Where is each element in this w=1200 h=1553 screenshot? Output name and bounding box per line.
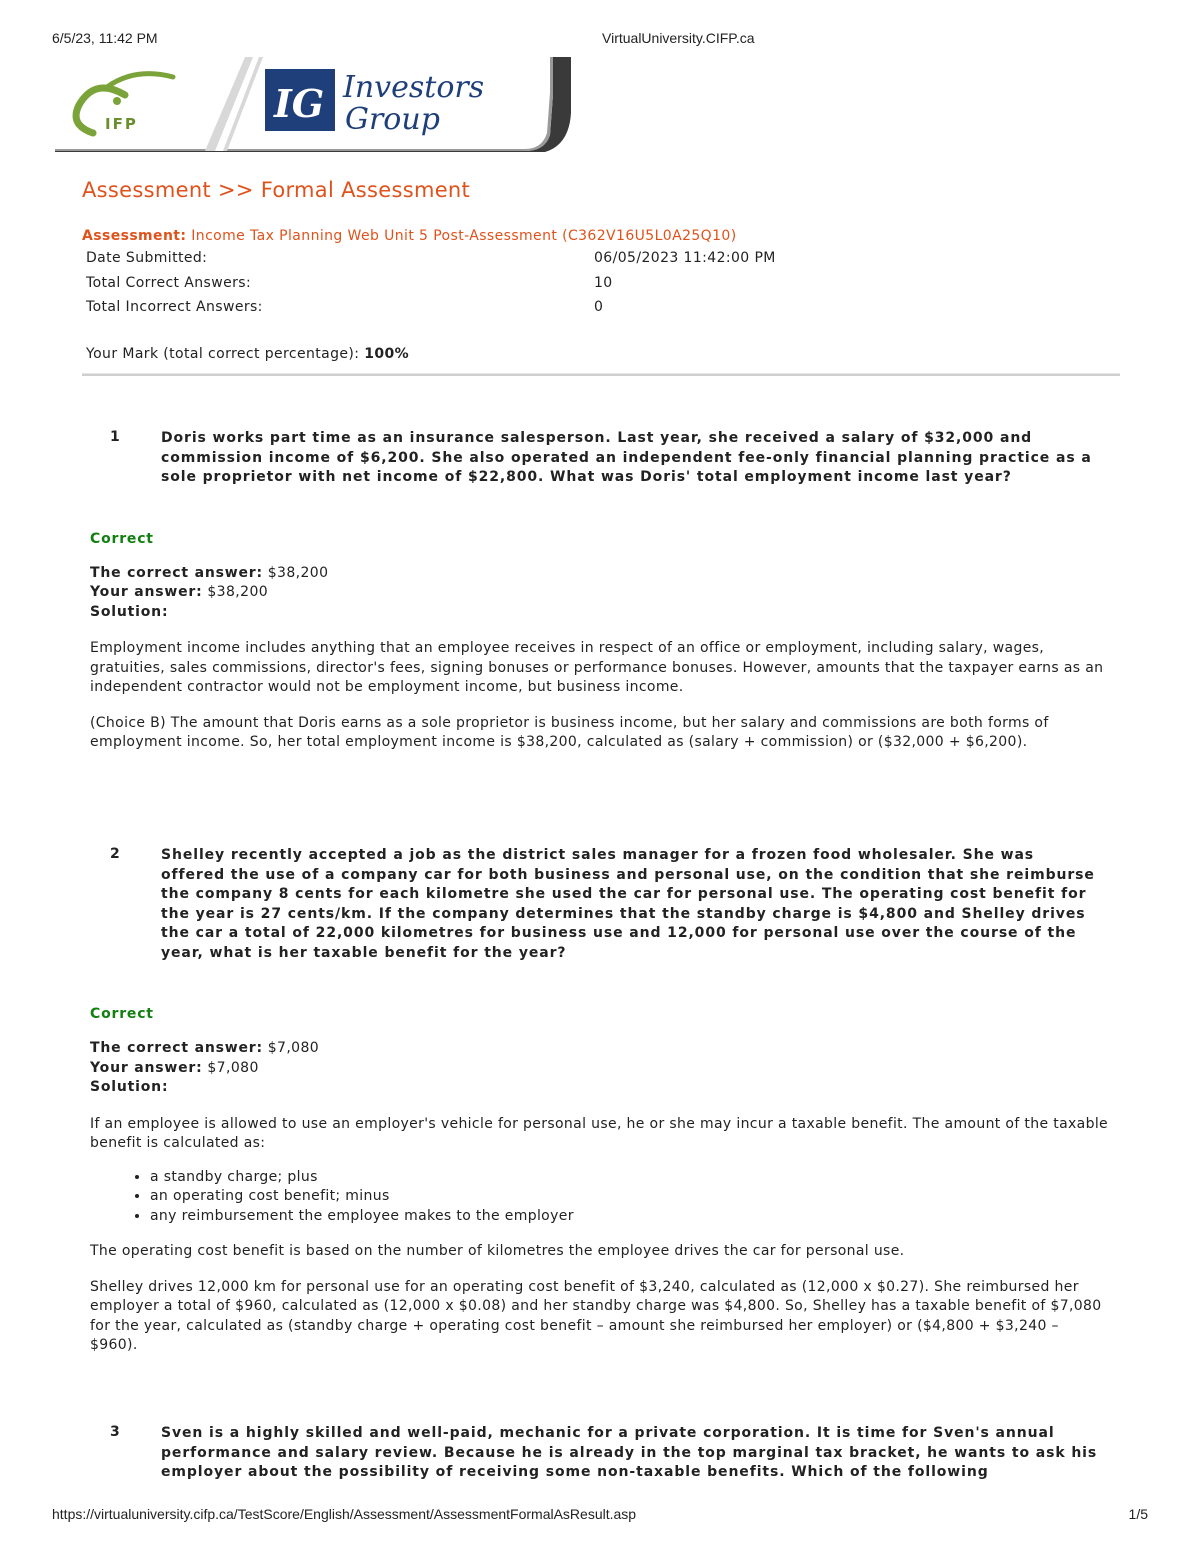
- question-number: 1: [110, 429, 120, 445]
- correct-answer-label: The correct answer:: [90, 564, 263, 581]
- solution-bullet-list: [90, 1168, 1122, 1227]
- your-answer-value: $7,080: [207, 1059, 259, 1076]
- solution-bullet: • any reimbursement the employee makes to the employer: [150, 1207, 1122, 1227]
- question-text: Sven is a highly skilled and well-paid, mechanic for a private corporation. It is time for Sven's annual performance and salary review. Because he is already in the top marginal tax bracket, he wants to ask his employer about the possibility of receiving some non-taxable benefits. Which of the following: [161, 1425, 1098, 1480]
- question-1: [82, 429, 1122, 753]
- print-url: https://virtualuniversity.cifp.ca/TestScore/English/Assessment/AssessmentFormalAsResult.asp: [52, 1506, 637, 1522]
- solution-paragraph: If an employee is allowed to use an employer's vehicle for personal use, he or she may incur a taxable benefit. The amount of the taxable benefit is calculated as:: [90, 1115, 1109, 1151]
- question-2: [82, 846, 1122, 1356]
- solution-label: Solution:: [90, 603, 169, 620]
- main-content: [82, 178, 1122, 1480]
- solution-label: Solution:: [90, 1079, 169, 1095]
- print-page-number: 1/5: [1128, 1506, 1148, 1522]
- summary-row: [86, 250, 776, 275]
- question-text: Shelley recently accepted a job as the district sales manager for a frozen food wholesaler. She was offered the use of a company car for both business and personal use, on the condition that she reimburse the company 8 cents for each kilometre she used the car for personal use. The operating cost benefit for the year is 27 cents/km. If the company determines that the standby charge is $4,800 and Shelley drives the car a total of 22,000 kilometres for business use and 12,000 for personal use over the course of the year, what is her taxable benefit for the year?: [161, 847, 1095, 961]
- brand-group: Group: [345, 102, 440, 137]
- summary-label: Total Correct Answers:: [86, 274, 252, 291]
- summary-value: 10: [594, 274, 613, 291]
- correct-answer-value: $7,080: [267, 1040, 320, 1056]
- question-number: 2: [110, 846, 120, 862]
- question-text: Doris works part time as an insurance salesperson. Last year, she received a salary of $32,000 and commission income of $6,200. She also operated an independent fee-only financial planning practice as a sole proprietor with net income of $22,800. What was Doris' total employment income last year?: [161, 430, 1092, 485]
- assessment-label: Assessment:: [82, 228, 187, 244]
- question-header: [82, 846, 1122, 963]
- summary-label: Total Incorrect Answers:: [86, 299, 263, 315]
- solution-heading: [90, 603, 1122, 623]
- print-datetime: 6/5/23, 11:42 PM: [52, 30, 158, 46]
- page-title: Assessment >> Formal Assessment: [82, 178, 471, 202]
- summary-row: [86, 299, 776, 324]
- cifp-logo: [76, 74, 173, 133]
- print-site: VirtualUniversity.CIFP.ca: [602, 30, 755, 46]
- answer-status: Correct: [90, 1006, 154, 1022]
- answer-status: Correct: [90, 530, 154, 547]
- mark-value: 100%: [364, 345, 410, 362]
- summary-value: 0: [594, 299, 604, 315]
- question-number: 3: [110, 1424, 120, 1440]
- question-3: [82, 1424, 1122, 1483]
- summary-value: 06/05/2023 11:42:00 PM: [594, 250, 776, 266]
- your-answer-line: [90, 1059, 1122, 1079]
- your-answer-label: Your answer:: [90, 584, 203, 600]
- solution-heading: [90, 1078, 1122, 1098]
- your-mark: [86, 346, 1122, 362]
- assessment-name: Income Tax Planning Web Unit 5 Post-Assessment (C362V16U5L0A25Q10): [191, 228, 737, 244]
- summary-row: [86, 275, 776, 300]
- divider: [82, 373, 1120, 376]
- summary-table: [86, 250, 776, 324]
- cifp-logo-text: IFP: [105, 115, 138, 133]
- correct-answer-line: [90, 564, 1122, 584]
- brand-investors: Investors: [343, 70, 485, 105]
- your-answer-line: [90, 583, 1122, 603]
- answer-block: [90, 1039, 1122, 1098]
- solution-paragraph: Employment income includes anything that an employee receives in respect of an office or employment, including salary, wages, gratuities, sales commissions, director's fees, signing bonuses or performance bonuses. However, amounts that the taxpayer earns as an independent contractor would not be employment income, but business income.: [90, 640, 1104, 695]
- cifp-investors-group-banner: [55, 55, 575, 155]
- solution-paragraph: The operating cost benefit is based on the number of kilometres the employee drives the car for personal use.: [90, 1243, 905, 1259]
- your-answer-label: Your answer:: [90, 1059, 203, 1076]
- question-header: [82, 1424, 1122, 1483]
- investors-group-logo: [265, 69, 484, 137]
- mark-label: Your Mark (total correct percentage):: [86, 345, 360, 362]
- answer-block: [90, 564, 1122, 623]
- ig-monogram: IG: [274, 81, 325, 126]
- your-answer-value: $38,200: [207, 584, 269, 600]
- correct-answer-line: [90, 1039, 1122, 1059]
- solution-paragraph: (Choice B) The amount that Doris earns as a sole proprietor is business income, but her salary and commissions are both forms of employment income. So, her total employment income is $38,200, calculated as (salary + commission) or ($32,000 + $6,200).: [90, 714, 1049, 750]
- summary-label: Date Submitted:: [86, 250, 208, 266]
- solution-bullet: • a standby charge; plus: [150, 1168, 1122, 1188]
- solution-bullet: • an operating cost benefit; minus: [150, 1187, 1122, 1207]
- assessment-line: [82, 228, 1122, 244]
- solution-paragraph: Shelley drives 12,000 km for personal use for an operating cost benefit of $3,240, calculated as (12,000 x $0.27). She reimbursed her employer a total of $960, calculated as (12,000 x $0.08) and her standby charge was $4,800. So, Shelley has a taxable benefit of $7,080 for the year, calculated as (standby charge + operating cost benefit – amount she reimbursed her employer) or ($4,800 + $3,240 – $960).: [90, 1278, 1102, 1353]
- correct-answer-label: The correct answer:: [90, 1040, 263, 1056]
- correct-answer-value: $38,200: [267, 564, 329, 581]
- question-header: [82, 429, 1122, 488]
